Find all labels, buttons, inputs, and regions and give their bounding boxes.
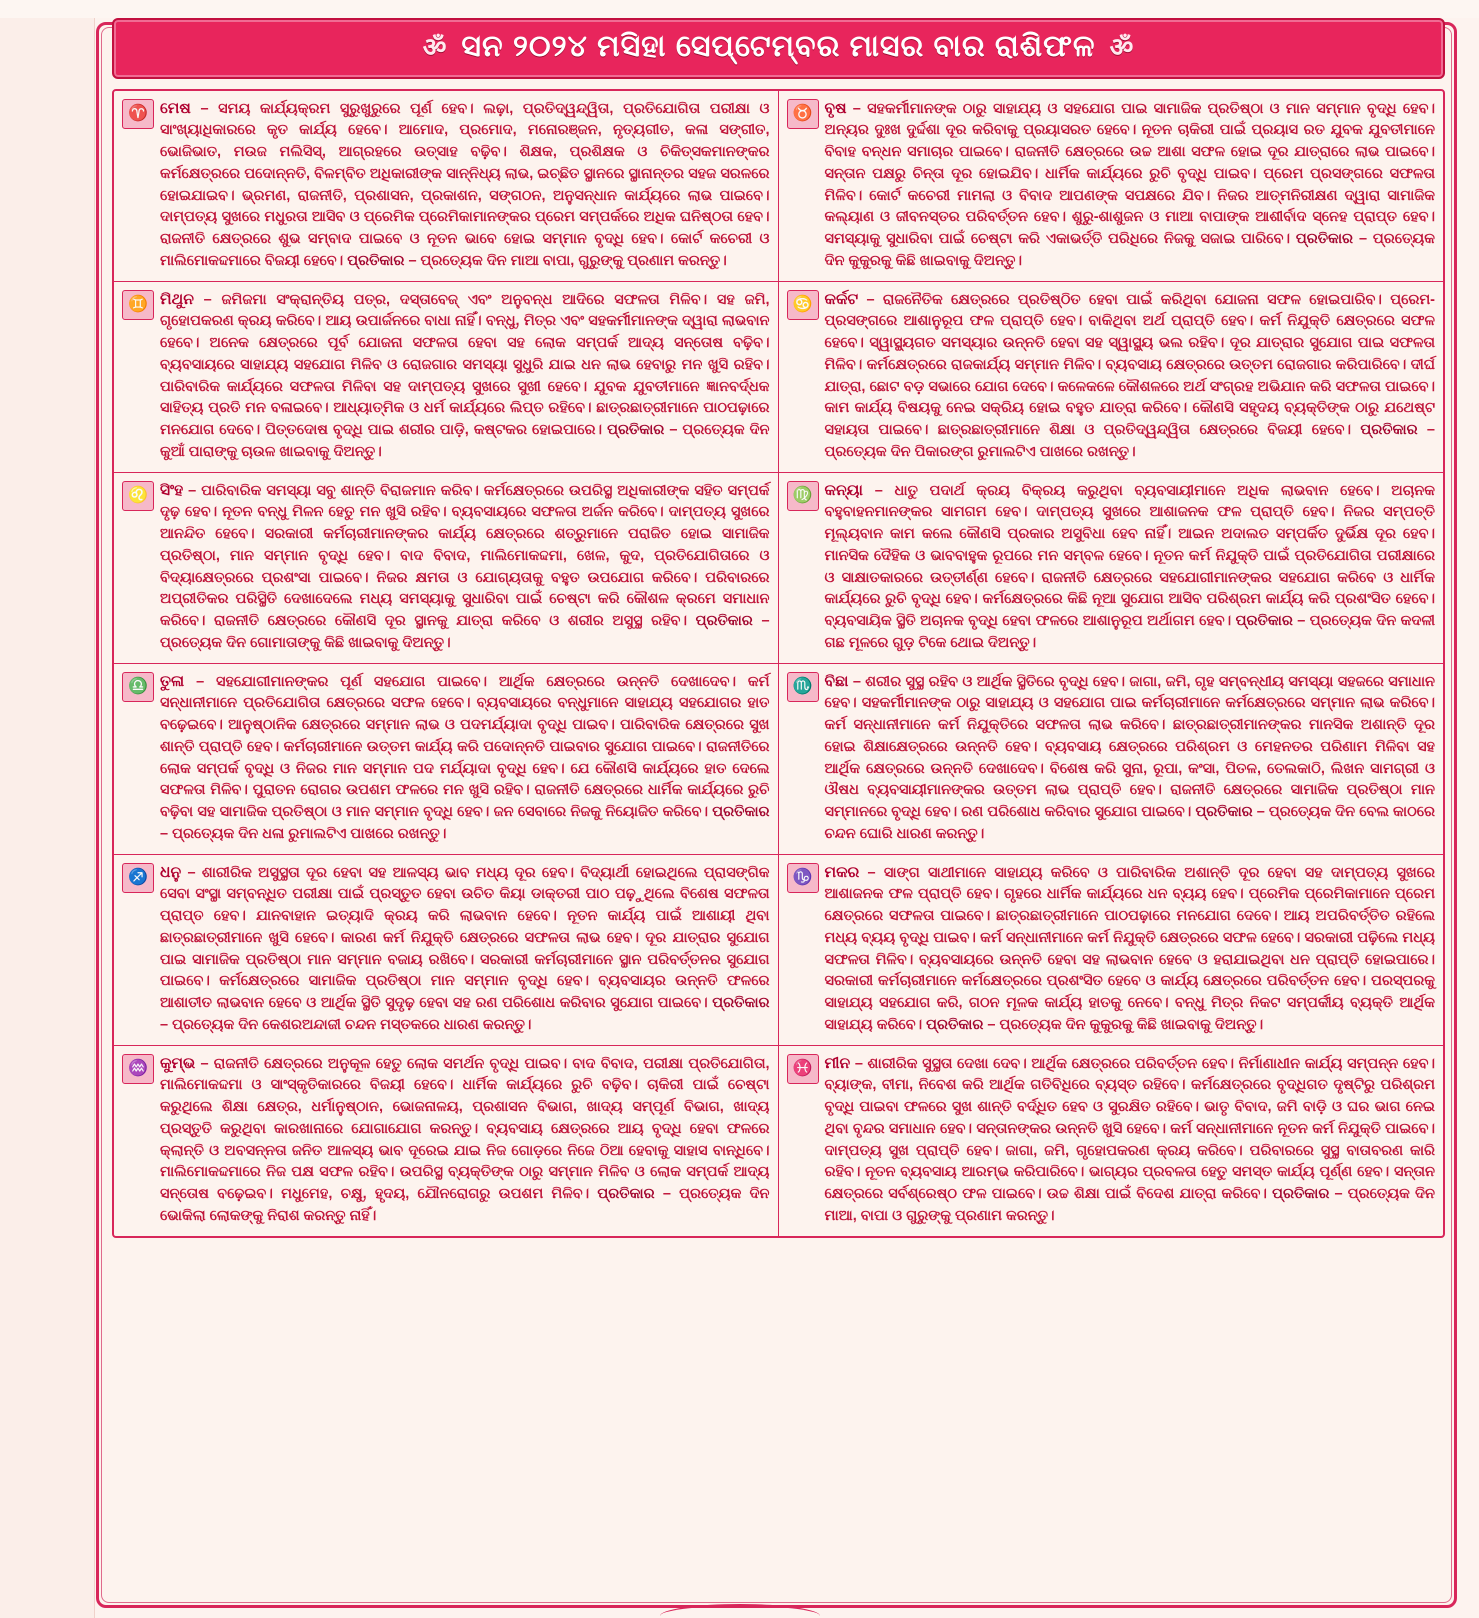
- cancer-body: [825, 288, 1436, 464]
- virgo-icon: ♍: [787, 481, 819, 511]
- sign-name-libra: ତୁଳା: [160, 672, 185, 690]
- sign-text-aquarius: – ରାଜନୀତି କ୍ଷେତ୍ରରେ ଅନୁକୂଳ ହେତୁ ଲୋକ ସମର୍ଥନ ବୃଦ୍ଧି ପାଇବ। ବାଦ ବିବାଦ, ପରୀକ୍ଷା ପ୍ରତିଯୋଗିତା, ମାଲିମୋକଦ୍ଦମା ଓ ସାଂସ୍କୃତିକାରରେ ବିଜୟୀ ହେବେ। ଧାର୍ମିକ କାର୍ଯ୍ୟରେ ରୁଚି ବଢ଼ିବ। ଚାକିରୀ ପାଇଁ ଚେଷ୍ଟା କରୁଥିଲେ ଶିକ୍ଷା କ୍ଷେତ୍ର, ଧର୍ମାନୁଷ୍ଠାନ, ଭୋଜନାଳୟ, ପ୍ରଶାସନ ବିଭାଗ, ଖାଦ୍ୟ ସମ୍ପୂର୍ଣ ବିଭାଗ, ଖାଦ୍ୟ ପ୍ରସ୍ତୁତି କରୁଥିବା କାରଖାନାରେ ଯୋଗାଯୋଗ କରନ୍ତୁ। ବ୍ୟବସାୟ କ୍ଷେତ୍ରରେ ଆୟ ବୃଦ୍ଧି ହେବା ଫଳରେ କ୍ଲାନ୍ତି ଓ ଅବସନ୍ନତା ଜନିତ ଆଳସ୍ୟ ଭାବ ଦୂରେଇ ଯାଇ ନିଜ ଗୋଡ଼ରେ ନିଜେ ଠିଆ ହେବାକୁ ସାହାସ ବାନ୍ଧିବେ। ମାଲିମୋକଦ୍ଦମାରେ ନିଜ ପକ୍ଷ ସଫଳ ରହିବ। ଉପରିସ୍ଥ ବ୍ୟକ୍ତିଙ୍କ ଠାରୁ ସମ୍ମାନ ମିଳିବ ଓ ଲୋକ ସମ୍ପର୍କ ଆଦ୍ୟ ସନ୍ତୋଷ ବଢ଼େଇବ। ମଧୁମେହ, ଚକ୍ଷୁ, ହୃଦୟ, ଯୌନରୋଗରୁ ଉପଶମ ମିଳିବ।: [160, 1055, 770, 1202]
- remedy-text-taurus: – ପ୍ରତ୍ୟେକ ଦିନ କୁକୁରକୁ କିଛି ଖାଇବାକୁ ଦିଅନ୍ତୁ।: [824, 231, 1435, 269]
- gemini-icon: ♊: [122, 290, 154, 320]
- sign-name-aries: ମେଷ: [160, 99, 191, 117]
- leo-body: [160, 479, 770, 655]
- sign-text-aries: – ସମୟ କାର୍ଯ୍ୟକ୍ରମ ସୁରୁଖୁରୁରେ ପୂର୍ଣ ହେବ। ଲଢ଼ା, ପ୍ରତିଦ୍ୱନ୍ଦ୍ୱିତା, ପ୍ରତିଯୋଗିତା ପରୀକ୍ଷା ଓ ସାଂଖ୍ୟାଧିକାରରେ କୃତ କାର୍ଯ୍ୟ ହେବେ। ଆମୋଦ, ପ୍ରମୋଦ, ମନୋରଞ୍ଜନ, ନୃତ୍ୟଗୀତ, କଳା ସଙ୍ଗୀତ, ଭୋଜିଭାତ, ମଉଜ ମଲିସିସ୍, ଆଗ୍ରହରେ ଉତ୍ସାହ ବଢ଼ିବ। ଶିକ୍ଷକ, ପ୍ରଶିକ୍ଷକ ଓ ଚିକିତ୍ସକମାନଙ୍କର କର୍ମକ୍ଷେତ୍ରରେ ପଦୋନ୍ନତି, ବିଳମ୍ବିତ ଅଧିକାରୀଙ୍କ ସାନ୍ନିଧ୍ୟ ଲାଭ, ଇଚ୍ଛିତ ସ୍ଥାନରେ ସ୍ଥାନାନ୍ତର ସହଜ ସରଳରେ ହୋଇଯାଇବ। ଭ୍ରମଣ, ରାଜନୀତି, ପ୍ରଶାସନ, ପ୍ରକାଶନ, ସଙ୍ଗଠନ, ଅନୁସନ୍ଧାନ କାର୍ଯ୍ୟରେ ଲାଭ ପାଇବେ। ଦାମ୍ପତ୍ୟ ସୁଖରେ ମଧୁରତା ଆସିବ ଓ ପ୍ରେମିକ ପ୍ରେମିକାମାନଙ୍କର ପ୍ରେମ ସମ୍ପର୍କରେ ଅଧିକ ଘନିଷ୍ଠତା ହେବ। ରାଜନୀତି କ୍ଷେତ୍ରରେ ଶୁଭ ସମ୍ବାଦ ପାଇବେ ଓ ନୂତନ ଭାବେ ହୋଇ ସମ୍ମାନ ବୃଦ୍ଧି ହେବ। କୋର୍ଟ କଚେରୀ ଓ ମାଲିମୋକଦ୍ଦମାରେ ବିଜୟୀ ହେବେ।: [160, 100, 770, 269]
- remedy-label-cancer: ପ୍ରତିକାର: [1360, 422, 1418, 438]
- sign-name-capricorn: ମକର: [824, 863, 860, 881]
- virgo-body: [825, 479, 1436, 655]
- remedy-text-gemini: – ପ୍ରତ୍ୟେକ ଦିନ କୁଆଁ ପାରାଙ୍କୁ ଚାଉଳ ଖାଇବାକୁ ଦିଅନ୍ତୁ।: [160, 422, 770, 460]
- horoscope-page: [0, 18, 1479, 1618]
- sign-text-sagittarius: – ଶାରୀରିକ ଅସୁସ୍ଥତା ଦୂର ହେବା ସହ ଆଳସ୍ୟ ଭାବ ମଧ୍ୟ ଦୂର ହେବ। ବିଦ୍ୟାର୍ଥୀ ହୋଇଥିଲେ ପ୍ରାସଙ୍ଗିକ ସେବା ସଂସ୍ଥା ସମ୍ବନ୍ଧିତ ପରୀକ୍ଷା ପାଇଁ ପ୍ରସ୍ତୁତ ହେବା ଉଚିତ କିୟା ଡାକ୍ତରୀ ପାଠ ପଢ଼ୁଥିଲେ ବିଶେଷ ସଫଳତା ପ୍ରାପ୍ତ ହେବ। ଯାନବାହାନ ଇତ୍ୟାଦି କ୍ରୟ କରି ଲାଭବାନ ହେବେ। ନୂତନ କାର୍ଯ୍ୟ ପାଇଁ ଆଶାୟୀ ଥିବା ଛାତ୍ରଛାତ୍ରୀମାନେ ଖୁସି ହେବେ। କାରଣ କର୍ମ ନିଯୁକ୍ତି କ୍ଷେତ୍ରରେ ସଫଳତା ଲାଭ ହେବ। ଦୂର ଯାତ୍ରାର ସୁଯୋଗ ପାଇ ସାମାଜିକ ପ୍ରତିଷ୍ଠା ମାନ ସମ୍ମାନ ବଜାୟ ରଖିବେ। ସରକାରୀ କର୍ମଚାରୀମାନେ ସ୍ଥାନ ପରିବର୍ତ୍ତନର ସୁଯୋଗ ପାଇବେ। କର୍ମକ୍ଷେତ୍ରରେ ସାମାଜିକ ପ୍ରତିଷ୍ଠା ମାନ ସମ୍ମାନ ବୃଦ୍ଧି ହେବ। ବ୍ୟବସାୟର ଉନ୍ନତି ଫଳରେ ଆଶାତୀତ ଲାଭବାନ ହେବେ ଓ ଆର୍ଥିକ ସ୍ଥିତି ସୁଦୃଢ଼ ହେବା ସହ ରଣ ପରିଶୋଧ କରିବାର ସୁଯୋଗ ପାଇବେ।: [160, 864, 770, 1011]
- sagittarius-body: [160, 861, 770, 1037]
- sign-text-virgo: – ଧାତୁ ପଦାର୍ଥ କ୍ରୟ ବିକ୍ରୟ କରୁଥିବା ବ୍ୟବସାୟୀମାନେ ଅଧିକ ଲାଭବାନ ହେବେ। ଅଚାନକ ବହୁବାହନମାନଙ୍କର ସାମଗମ ହେବ। ଦାମ୍ପତ୍ୟ ସୁଖରେ ଆଶାଜନକ ଫଳ ପ୍ରାପ୍ତି ହେବ। ନିଜର ସମ୍ପତ୍ତି ମୂଲ୍ୟବାନ କାମ କଲେ କୌଣସି ପ୍ରକାର ଅସୁବିଧା ହେବ ନାହିଁ। ଆଇନ ଅଦାଲତ ସମ୍ପର୍କିତ ଦୁର୍ଭିକ୍ଷ ଦୂର ହେବ। ମାନସିକ ଦୈହିକ ଓ ଭାବବାହୁକ ରୂପରେ ମନ ସମ୍ବଳ ହେବେ। ନୂତନ କର୍ମ ନିଯୁକ୍ତି ପାଇଁ ପ୍ରତିଯୋଗିତା ପରୀକ୍ଷାରେ ଓ ସାକ୍ଷାତକାରରେ ଉତ୍ତୀର୍ଣ୍ଣ ହେବେ। ରାଜନୀତି କ୍ଷେତ୍ରରେ ସହଯୋଗୀମାନଙ୍କର ସହଯୋଗ କରିବେ ଓ ଧାର୍ମିକ କାର୍ଯ୍ୟରେ ରୁଚି ବୃଦ୍ଧି ହେବ। କର୍ମକ୍ଷେତ୍ରରେ କିଛି ନୂଆ ସୁଯୋଗ ଆସିବ ପରିଶ୍ରମ କାର୍ଯ୍ୟ କରି ପ୍ରଶଂସିତ ହେବେ। ବ୍ୟବସାୟିକ ସ୍ଥିତି ଅଚାନକ ବୃଦ୍ଧି ହେବା ଫଳରେ ଆଶାନୁରୂପ ଅର୍ଥାଗମ ହେବ।: [824, 482, 1435, 629]
- libra-icon: ♎: [122, 672, 154, 702]
- page-content: [112, 18, 1445, 1238]
- remedy-text-scorpio: – ପ୍ରତ୍ୟେକ ଦିନ ବେଲ କାଠରେ ଚନ୍ଦନ ଘୋରି ଧାରଣ କରନ୍ତୁ।: [824, 804, 1436, 842]
- sign-name-virgo: କନ୍ୟା: [824, 481, 863, 499]
- sign-text-capricorn: – ସାଙ୍ଗ ସାଥୀମାନେ ସାହାଯ୍ୟ କରିବେ ଓ ପାରିବାରିକ ଅଶାନ୍ତି ଦୂର ହେବା ସହ ଦାମ୍ପତ୍ୟ ସୁଖରେ ଆଶାଜନକ ଫଳ ପ୍ରାପ୍ତି ହେବ। ଗୃହରେ ଧାର୍ମିକ କାର୍ଯ୍ୟରେ ଧନ ବ୍ୟୟ ହେବ। ପ୍ରେମିକ ପ୍ରେମିକାମାନେ ପ୍ରେମ କ୍ଷେତ୍ରରେ ସଫଳତା ପାଇବେ। ଛାତ୍ରଛାତ୍ରୀମାନେ ପାଠପଢ଼ାରେ ମନଯୋଗ ଦେବେ। ଆୟ ଅପରିବର୍ତ୍ତିତ ରହିଲେ ମଧ୍ୟ ବ୍ୟୟ ବୃଦ୍ଧି ପାଇବ। କର୍ମ ସନ୍ଧାନୀମାନେ କର୍ମ ନିଯୁକ୍ତି କ୍ଷେତ୍ରରେ ସଫଳ ହେବେ। ସରକାରୀ ପଢ଼ିଲେ ମଧ୍ୟ ସଫଳତା ମିଳିବ। ବ୍ୟବସାୟରେ ଉନ୍ନତି ହେବା ସହ ଲାଭବାନ ହେବେ ଓ ହରାଯାଇଥିବା ଧନ ପ୍ରାପ୍ତି ହୋଇପାରେ। ସରକାରୀ କର୍ମଚାରୀମାନେ କର୍ମକ୍ଷେତ୍ରରେ ପ୍ରଶଂସିତ ହେବେ ଓ କାର୍ଯ୍ୟ କ୍ଷେତ୍ରରେ ପରିବର୍ତ୍ତନ ହେବ। ପରସ୍ପରକୁ ସାହାଯ୍ୟ ସହଯୋଗ କରି, ଗଠନ ମୂଳକ କାର୍ଯ୍ୟ ହାତକୁ ନେବେ। ବନ୍ଧୁ ମିତ୍ର ନିକଟ ସମ୍ପର୍କୀୟ ବ୍ୟକ୍ତି ଆର୍ଥିକ ସାହାଯ୍ୟ କରିବେ।: [824, 864, 1435, 1033]
- zodiac-grid: [112, 89, 1445, 1238]
- remedy-text-leo: – ପ୍ରତ୍ୟେକ ଦିନ ଗୋମାତାଙ୍କୁ କିଛି ଖାଇବାକୁ ଦିଅନ୍ତୁ।: [160, 613, 770, 651]
- zodiac-cell-capricorn: [779, 855, 1444, 1046]
- remedy-text-aries: – ପ୍ରତ୍ୟେକ ଦିନ ମାଆ ବାପା, ଗୁରୁଙ୍କୁ ପ୍ରଣାମ କରନ୍ତୁ।: [408, 252, 727, 269]
- remedy-text-virgo: – ପ୍ରତ୍ୟେକ ଦିନ କଦଳୀ ଗଛ ମୂଳରେ ଗୁଡ଼ ଟିକେ ଥୋଇ ଦିଅନ୍ତୁ।: [824, 613, 1435, 651]
- pisces-icon: ♓: [787, 1054, 819, 1084]
- remedy-label-virgo: ପ୍ରତିକାର: [1235, 613, 1293, 629]
- zodiac-cell-scorpio: [779, 664, 1444, 855]
- zodiac-cell-gemini: [114, 282, 779, 473]
- remedy-text-cancer: – ପ୍ରତ୍ୟେକ ଦିନ ପିକାରଙ୍ଗ ରୁମାଲଟିଏ ପାଖରେ ରଖନ୍ତୁ।: [824, 422, 1435, 460]
- remedy-label-pisces: ପ୍ରତିକାର: [1272, 1186, 1330, 1202]
- remedy-label-libra: ପ୍ରତିକାର: [712, 804, 770, 820]
- scorpio-icon: ♏: [787, 672, 819, 702]
- zodiac-cell-pisces: [779, 1046, 1444, 1236]
- zodiac-cell-libra: [114, 664, 779, 855]
- sign-text-libra: – ସହଯୋଗୀମାନଙ୍କର ପୂର୍ଣ ସହଯୋଗ ପାଇବେ। ଆର୍ଥିକ କ୍ଷେତ୍ରରେ ଉନ୍ନତି ଦେଖାଦେବ। କର୍ମ ସନ୍ଧାନୀମାନେ ପ୍ରତିଯୋଗିତା କ୍ଷେତ୍ରରେ ସଫଳ ହେବେ। ବ୍ୟବସାୟରେ ବନ୍ଧୁମାନେ ସାହାଯ୍ୟ ସହଯୋଗର ହାତ ବଢ଼େଇବେ। ଆନୁଷ୍ଠାନିକ କ୍ଷେତ୍ରରେ ସମ୍ମାନ ଲାଭ ଓ ପଦମର୍ଯ୍ୟାଦା ବୃଦ୍ଧି ପାଇବ। ପାରିବାରିକ କ୍ଷେତ୍ରରେ ସୁଖ ଶାନ୍ତି ପ୍ରାପ୍ତି ହେବ। କର୍ମଚାରୀମାନେ ଉତ୍ତମ କାର୍ଯ୍ୟ କରି ପଦୋନ୍ନତି ପାଇବାର ସୁଯୋଗ ପାଇବେ। ରାଜନୀତିରେ ଲୋକ ସମ୍ପର୍କ ବୃଦ୍ଧି ଓ ନିଜର ମାନ ସମ୍ମାନ ପଦ ମର୍ଯ୍ୟାଦା ବୃଦ୍ଧି ହେବ। ଯେ କୌଣସି କାର୍ଯ୍ୟରେ ହାତ ଦେଲେ ସଫଳତା ମିଳିବ। ପୁରାତନ ରୋଗର ଉପଶମ ଫଳରେ ମନ ଖୁସି ରହିବ। ରାଜନୀତି କ୍ଷେତ୍ରରେ ଧାର୍ମିକ କାର୍ଯ୍ୟରେ ରୁଚି ବଢ଼ିବା ସହ ସାମାଜିକ ପ୍ରତିଷ୍ଠା ଓ ମାନ ସମ୍ମାନ ବୃଦ୍ଧି ହେବ। ଜନ ସେବାରେ ନିଜକୁ ନିୟୋଜିତ କରିବେ।: [160, 673, 770, 820]
- remedy-label-aquarius: ପ୍ରତିକାର: [597, 1186, 655, 1202]
- sign-name-gemini: ମିଥୁନ: [160, 290, 194, 308]
- remedy-label-capricorn: ପ୍ରତିକାର: [926, 1016, 984, 1033]
- banner-title-row: [120, 30, 1437, 65]
- page-title: ସନ ୨୦୨୪ ମସିହା ସେପ୍ଟେମ୍ବର ମାସର ବାର ରାଶିଫଳ: [461, 30, 1096, 63]
- sign-text-pisces: – ଶାରୀରିକ ସୁସ୍ଥତା ଦେଖା ଦେବ। ଆର୍ଥିକ କ୍ଷେତ୍ରରେ ପରିବର୍ତ୍ତନ ହେବ। ନିର୍ମାଣାଧୀନ କାର୍ଯ୍ୟ ସମ୍ପନ୍ନ ହେବ। ବ୍ୟାଙ୍କ, ବୀମା, ନିବେଶ କରି ଆର୍ଥିକ ଗତିବିଧିରେ ବ୍ୟସ୍ତ ରହିବେ। କର୍ମକ୍ଷେତ୍ରରେ ବୃଦ୍ଧିଗତ ଦୃଷ୍ଟିରୁ ପରିଶ୍ରମ ବୃଦ୍ଧି ପାଇବା ଫଳରେ ସୁଖ ଶାନ୍ତି ବର୍ଦ୍ଧିତ ହେବ ଓ ସୁରକ୍ଷିତ ରହିବେ। ଭାତୃ ବିବାଦ, ଜମି ବାଡ଼ି ଓ ଘର ଭାଗ ନେଇ ଥିବା ବୃନ୍ଦର ସମାଧାନ ହେବ। ସନ୍ତାନଙ୍କର ଉନ୍ନତି ଖୁସି ହେବେ। କର୍ମ ସନ୍ଧାନୀମାନେ ନୂତନ କର୍ମ ନିଯୁକ୍ତି ପାଇବେ। ଦାମ୍ପତ୍ୟ ସୁଖ ପ୍ରାପ୍ତି ହେବ। ଜାଗା, ଜମି, ଗୃହୋପକରଣ କ୍ରୟ କରିବେ। ପରିବାରରେ ସୁସ୍ଥ ବାତାବରଣ କାରି ରହିବ। ନୂତନ ବ୍ୟବସାୟ ଆରମ୍ଭ କରିପାରିବେ। ଭାଗ୍ୟର ପ୍ରବଳତା ହେତୁ ସମସ୍ତ କାର୍ଯ୍ୟ ପୂର୍ଣ୍ଣ ହେବ। ସନ୍ତାନ କ୍ଷେତ୍ରରେ ସର୍ବଶ୍ରେଷ୍ଠ ଫଳ ପାଇବେ। ଉଚ୍ଚ ଶିକ୍ଷା ପାଇଁ ବିଦେଶ ଯାତ୍ରା କରିବେ।: [824, 1055, 1435, 1202]
- zodiac-cell-taurus: [779, 91, 1444, 282]
- cancer-icon: ♋: [787, 290, 819, 320]
- zodiac-cell-leo: [114, 473, 779, 664]
- remedy-label-gemini: ପ୍ରତିକାର: [607, 422, 665, 438]
- taurus-icon: ♉: [787, 99, 819, 129]
- pisces-body: [825, 1052, 1436, 1228]
- aries-icon: ♈: [122, 99, 154, 129]
- sign-name-scorpio: ବିଛା: [824, 672, 849, 690]
- sign-text-leo: – ପାରିବାରିକ ସମସ୍ୟା ସବୁ ଶାନ୍ତି ବିରାଜମାନ କରିବ। କର୍ମକ୍ଷେତ୍ରରେ ଉପରିସ୍ଥ ଅଧିକାରୀଙ୍କ ସହିତ ସମ୍ପର୍କ ଦୃଢ଼ ହେବ। ନୂତନ ବନ୍ଧୁ ମିଳନ ହେତୁ ମନ ଖୁସି ରହିବ। ବ୍ୟବସାୟରେ ସଫଳତା ଅର୍ଜନ କରିବେ। ଦାମ୍ପତ୍ୟ ସୁଖରେ ଆନନ୍ଦିତ ହେବେ। ସରକାରୀ କର୍ମଚାରୀମାନଙ୍କର କାର୍ଯ୍ୟ କ୍ଷେତ୍ରରେ ଶତ୍ରୁମାନେ ପରାଜିତ ହୋଇ ସାମାଜିକ ପ୍ରତିଷ୍ଠା, ମାନ ସମ୍ମାନ ବୃଦ୍ଧି ହେବ। ବାଦ ବିବାଦ, ମାଲିମୋକଦ୍ଦମା, ଖେଳ, କୁଦ, ପ୍ରତିଯୋଗିତାରେ ଓ ବିଦ୍ୟାକ୍ଷେତ୍ରରେ ପ୍ରଶଂସା ପାଇବେ। ନିଜର କ୍ଷମତା ଓ ଯୋଗ୍ୟତାକୁ ବହୁତ ଉପଯୋଗ କରିବେ। ପରିବାରରେ ଅପ୍ରୀତିକର ପରିସ୍ଥିତି ଦେଖାଦେଲେ ମଧ୍ୟ ସମସ୍ୟାକୁ ସୁଧାରିବା ପାଇଁ ଚେଷ୍ଟା କରି କୌଶଳ କ୍ରମେ ସମାଧାନ କରିବେ। ରାଜନୀତି କ୍ଷେତ୍ରରେ କୌଣସି ଦୂର ସ୍ଥାନକୁ ଯାତ୍ରା କରିବେ ଓ ଶରୀର ଅସୁସ୍ଥ ରହିବ।: [160, 482, 770, 629]
- zodiac-cell-sagittarius: [114, 855, 779, 1046]
- sign-text-gemini: – ଜମିଜମା ସଂକ୍ରାନ୍ତିୟ ପତ୍ର, ଦସ୍ତାବେଜ୍ ଏବଂ ଅନୁବନ୍ଧ ଆଦିରେ ସଫଳତା ମିଳିବ। ସହ ଜମି, ଗୃହୋପକରଣ କ୍ରୟ କରିବେ। ଆୟ ଉପାର୍ଜନରେ ବାଧା ନାହିଁ। ବନ୍ଧୁ, ମିତ୍ର ଏବଂ ସହକର୍ମୀମାନଙ୍କ ଦ୍ୱାରା ଲାଭବାନ ହେବେ। ଅନେକ କ୍ଷେତ୍ରରେ ପୂର୍ବ ଯୋଜନା ସଫଳତା ହେବା ସହ ଲୋକ ସମ୍ପର୍କ ଆଦ୍ୟ ସନ୍ତୋଷ ବଢ଼ିବ। ବ୍ୟବସାୟରେ ସାହାଯ୍ୟ ସହଯୋଗ ମିଳିବ ଓ ରୋଜଗାର ସମସ୍ୟା ସୁଧୁରି ଯାଇ ଧନ ଲାଭ ହେବାରୁ ମନ ଖୁସି ରହିବ। ପାରିବାରିକ କାର୍ଯ୍ୟରେ ସଫଳତା ମିଳିବା ସହ ଦାମ୍ପତ୍ୟ ସୁଖରେ ସୁଖୀ ହେବେ। ଯୁବକ ଯୁବତୀମାନେ ଜ୍ଞାନବର୍ଦ୍ଧକ ସାହିତ୍ୟ ପ୍ରତି ମନ ବଳାଇବେ। ଆଧ୍ୟାତ୍ମିକ ଓ ଧର୍ମ କାର୍ଯ୍ୟରେ ଲିପ୍ତ ରହିବେ। ଛାତ୍ରଛାତ୍ରୀମାନେ ପାଠପଢ଼ାରେ ମନଯୋଗ ଦେବେ। ପିତ୍ତଦୋଷ ବୃଦ୍ଧି ପାଇ ଶରୀର ପାଡ଼ି, କଷ୍ଟକର ହୋଇପାରେ।: [160, 291, 770, 438]
- sagittarius-icon: ♐: [122, 863, 154, 893]
- remedy-text-libra: – ପ୍ରତ୍ୟେକ ଦିନ ଧଳା ରୁମାଲଟିଏ ପାଖରେ ରଖନ୍ତୁ।: [160, 825, 447, 842]
- scorpio-body: [825, 670, 1436, 846]
- sign-name-cancer: କର୍କଟ: [824, 290, 859, 308]
- om-symbol-left-icon: ॐ: [422, 32, 448, 63]
- sign-name-taurus: ବୃଷ: [824, 99, 847, 117]
- zodiac-cell-cancer: [779, 282, 1444, 473]
- aquarius-body: [160, 1052, 770, 1228]
- remedy-label-sagittarius: ପ୍ରତିକାର: [712, 995, 770, 1011]
- capricorn-icon: ♑: [787, 863, 819, 893]
- left-margin: [0, 18, 95, 1618]
- sign-name-leo: ସିଂହ: [160, 481, 184, 499]
- gemini-body: [160, 288, 770, 464]
- sign-text-scorpio: – ଶରୀର ସୁସ୍ଥ ରହିବ ଓ ଆର୍ଥିକ ସ୍ଥିତିରେ ବୃଦ୍ଧି ହେବ। ଜାଗା, ଜମି, ଗୃହ ସମ୍ବନ୍ଧୀୟ ସମସ୍ୟା ସହଜରେ ସମାଧାନ ହେବ। ସହକର୍ମୀମାନଙ୍କ ଠାରୁ ସାହାଯ୍ୟ ଓ ସହଯୋଗ ପାଇ କର୍ମଚାରୀମାନେ କର୍ମକ୍ଷେତ୍ରରେ ସମ୍ମାନ ଲାଭ କରିବେ। କର୍ମ ସନ୍ଧାନୀମାନେ କର୍ମ ନିଯୁକ୍ତିରେ ସଫଳତା ଲାଭ କରିବେ। ଛାତ୍ରଛାତ୍ରୀମାନଙ୍କର ମାନସିକ ଅଶାନ୍ତି ଦୂର ହୋଇ ଶିକ୍ଷାକ୍ଷେତ୍ରରେ ଉନ୍ନତି ହେବ। ବ୍ୟବସାୟ କ୍ଷେତ୍ରରେ ପରିଶ୍ରମ ଓ ମେହନତର ପରିଣାମ ମିଳିବା ସହ ଆର୍ଥିକ କ୍ଷେତ୍ରରେ ଉନ୍ନତି ଦେଖାଦେବ। ବିଶେଷ କରି ସୁନା, ରୂପା, କଂସା, ପିତଳ, ତେଲକାଠି, ଲିଖନ ସାମଗ୍ରୀ ଓ ଔଷଧ ବ୍ୟବସାୟୀମାନଙ୍କର ଉତ୍ତମ ଲାଭ ପ୍ରାପ୍ତି ହେବ। ରାଜନୀତି କ୍ଷେତ୍ରରେ ସାମାଜିକ ପ୍ରତିଷ୍ଠା ମାନ ସମ୍ମାନରେ ବୃଦ୍ଧି ହେବ। ରଣ ପରିଶୋଧ କରିବାର ସୁଯୋଗ ପାଇବେ।: [824, 673, 1435, 820]
- sign-name-pisces: ମୀନ: [824, 1054, 851, 1072]
- leo-icon: ♌: [122, 481, 154, 511]
- sign-text-cancer: – ରାଜନୈତିକ କ୍ଷେତ୍ରରେ ପ୍ରତିଷ୍ଠିତ ହେବା ପାଇଁ କରିଥିବା ଯୋଜନା ସଫଳ ହୋଇପାରିବ। ପ୍ରେମ-ପ୍ରସଙ୍ଗରେ ଆଶାନୁରୂପ ଫଳ ପ୍ରାପ୍ତି ହେବ। ବାକିଥିବା ଅର୍ଥ ପ୍ରାପ୍ତି ହେବ। କର୍ମ ନିଯୁକ୍ତି କ୍ଷେତ୍ରରେ ସଫଳ ହେବେ। ସ୍ୱାସ୍ଥ୍ୟଗତ ସମସ୍ୟାର ଉନ୍ନତି ହେବା ସହ ସ୍ୱାସ୍ଥ୍ୟ ଭଲ ରହିବ। ଦୂର ଯାତ୍ରାର ସୁଯୋଗ ପାଇ ସଫଳତା ମିଳିବ। କର୍ମକ୍ଷେତ୍ରରେ ରାଜକାର୍ଯ୍ୟ ସମ୍ମାନ ମିଳିବ। ବ୍ୟବସାୟ କ୍ଷେତ୍ରରେ ଉତ୍ତମ ରୋଜଗାର କରିପାରିବେ। ଦୀର୍ଘ ଯାତ୍ରା, ଛୋଟ ବଡ଼ ସଭାରେ ଯୋଗ ଦେବେ। କଳେକଳେ କୌଶଳରେ ଅର୍ଥ ସଂଗ୍ରହ ଅଭିଯାନ କରି ସଫଳତା ପାଇବେ। କାମ କାର୍ଯ୍ୟ ବିଷୟକୁ ନେଇ ସକ୍ରିୟ ହୋଇ ବହୁତ ଯାତ୍ରା କରିବେ। କୌଣସି ସହୃଦୟ ବ୍ୟକ୍ତିଙ୍କ ଠାରୁ ଯଥେଷ୍ଟ ସହାୟତା ପାଇବେ। ଛାତ୍ରଛାତ୍ରୀମାନେ ଶିକ୍ଷା ଓ ପ୍ରତିଦ୍ୱନ୍ଦ୍ୱିତା କ୍ଷେତ୍ରରେ ବିଜୟୀ ହେବେ।: [824, 291, 1435, 438]
- sign-name-sagittarius: ଧନୁ: [160, 863, 182, 881]
- remedy-text-aquarius: – ପ୍ରତ୍ୟେକ ଦିନ ଭୋକିଲା ଲୋକଙ୍କୁ ନିରାଶ କରନ୍ତୁ ନାହିଁ।: [160, 1186, 770, 1224]
- zodiac-cell-aquarius: [114, 1046, 779, 1236]
- aries-body: [160, 97, 770, 273]
- header-banner: [112, 18, 1445, 79]
- remedy-label-taurus: ପ୍ରତିକାର: [1295, 231, 1354, 247]
- zodiac-cell-virgo: [779, 473, 1444, 664]
- sign-name-aquarius: କୁମ୍ଭ: [160, 1054, 196, 1072]
- remedy-text-sagittarius: – ପ୍ରତ୍ୟେକ ଦିନ କେଶରଅନ୍ଦାଜୀ ଚନ୍ଦନ ମସ୍ତକରେ ଧାରଣ କରନ୍ତୁ।: [160, 1016, 532, 1033]
- remedy-label-leo: ପ୍ରତିକାର: [695, 613, 753, 629]
- remedy-text-capricorn: – ପ୍ରତ୍ୟେକ ଦିନ କୁକୁରକୁ କିଛି ଖାଇବାକୁ ଦିଅନ୍ତୁ।: [987, 1016, 1264, 1033]
- capricorn-body: [825, 861, 1436, 1037]
- libra-body: [160, 670, 770, 846]
- aquarius-icon: ♒: [122, 1054, 154, 1084]
- remedy-label-scorpio: ପ୍ରତିକାର: [1195, 804, 1253, 820]
- taurus-body: [825, 97, 1436, 273]
- om-symbol-right-icon: ॐ: [1109, 32, 1135, 63]
- remedy-label-aries: ପ୍ରତିକାର: [347, 252, 405, 269]
- sign-text-taurus: – ସହକର୍ମୀମାନଙ୍କ ଠାରୁ ସାହାଯ୍ୟ ଓ ସହଯୋଗ ପାଇ ସାମାଜିକ ପ୍ରତିଷ୍ଠା ଓ ମାନ ସମ୍ମାନ ବୃଦ୍ଧି ହେବ। ଅନ୍ୟର ଦୁଃଖ ଦୁର୍ଦ୍ଦଶା ଦୂର କରିବାକୁ ପ୍ରୟାସରତ ହେବେ। ନୂତନ ଚାକିରୀ ପାଇଁ ପ୍ରୟାସ ରତ ଯୁବକ ଯୁବତୀମାନେ ବିବାହ ବନ୍ଧନ ସମାଚାର ପାଇବେ। ରାଜନୀତି କ୍ଷେତ୍ରରେ ଉଚ୍ଚ ଆଶା ସଫଳ ହୋଇ ଦୂର ଯାତ୍ରାରେ ଲାଭ ପାଇବେ। ସନ୍ତାନ ପକ୍ଷରୁ ଚିନ୍ତା ଦୂର ହୋଇଯିବ। ଧାର୍ମିକ କାର୍ଯ୍ୟରେ ରୁଚି ବୃଦ୍ଧି ପାଇବ। ପ୍ରେମ ପ୍ରସଙ୍ଗରେ ସଫଳତା ମିଳିବ। କୋର୍ଟ କଚେରୀ ମାମଲା ଓ ବିବାଦ ଆପଣଙ୍କ ସପକ୍ଷରେ ଯିବ। ନିଜର ଆତ୍ମନିରୀକ୍ଷଣ ଦ୍ୱାରା ସାମାଜିକ କଲ୍ୟାଣ ଓ ଜୀବନସ୍ତର ପରିବର୍ତ୍ତନ ହେବ। ଶୁରୁ-ଶାଶୁଜନ ଓ ମାଆ ବାପାଙ୍କ ଆଶୀର୍ବାଦ ସ୍ନେହ ପ୍ରାପ୍ତ ହେବ। ସମସ୍ୟାକୁ ସୁଧାରିବା ପାଇଁ ଚେଷ୍ଟା କରି ଏକାଭର୍ତ୍ତି ପରିଧିରେ ନିଜକୁ ସଜାଇ ପାରିବେ।: [824, 100, 1435, 247]
- remedy-text-pisces: – ପ୍ରତ୍ୟେକ ଦିନ ମାଆ, ବାପା ଓ ଗୁରୁଙ୍କୁ ପ୍ରଣାମ କରନ୍ତୁ।: [824, 1186, 1436, 1224]
- zodiac-cell-aries: [114, 91, 779, 282]
